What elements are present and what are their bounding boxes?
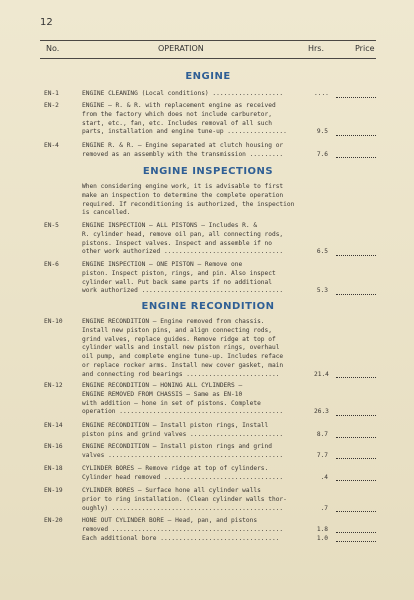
price-blank [336, 255, 376, 256]
operation-code: EN-6 [44, 261, 59, 268]
operation-description: ENGINE INSPECTION — ALL PISTONS — Includes R. & R. cylinder head, remove oil pan, all connecting rods, pistons. Inspect valves. Inspect and assemble if no other work authorized ................................ [82, 222, 284, 256]
operation-hours: 7.6 [316, 150, 328, 158]
operation-description: ENGINE RECONDITION — Install piston rings and grind valves ............................................... [82, 443, 284, 459]
operation-description: ENGINE RECONDITION — Engine removed from chassis. Install new piston pins, and align connecting rods, grind valves, replace guides. Remove ridge at top of cylinder walls and install new piston rings, overhaul oil pump, and complete engine tune-up. Includes reface or replace rocker arms. Install new cover gasket, main and connecting rod bearings ......................... [82, 318, 284, 378]
inspection-note [82, 183, 320, 218]
section-title-engine: ENGINE [185, 71, 231, 82]
operation-description: ENGINE RECONDITION — Install piston rings, Install piston pins and grind valves ......................... [82, 422, 284, 438]
header-top-rule [40, 40, 376, 41]
operation-code: EN-14 [44, 422, 63, 429]
section-title-engine-inspections: ENGINE INSPECTIONS [142, 166, 274, 177]
price-blank [336, 157, 376, 158]
operation-code: EN-19 [44, 487, 63, 494]
price-blank [336, 532, 376, 533]
operation-code: EN-12 [44, 382, 63, 389]
operation-description: HONE OUT CYLINDER BORE — Head, pan, and pistons removed .............................................. Each additional bore ................................ [82, 517, 284, 542]
operation-description: ENGINE — R. & R. with replacement engine as received from the factory which does not include carburetor, start, etc., fan, etc. Includes removal of all such parts, installation and engine tune-up ................ [82, 102, 287, 136]
note-line: make an inspection to determine the complete operation [82, 191, 284, 199]
price-blank [336, 541, 376, 542]
operation-hours: 7.7 [316, 451, 328, 459]
note-line: required. If reconditioning is authorized, the inspection [82, 200, 295, 208]
price-blank [336, 458, 376, 459]
operation-hours: 1.8 [316, 525, 328, 533]
price-blank [336, 135, 376, 136]
operation-hours: .7 [320, 504, 328, 512]
price-blank [336, 511, 376, 512]
operation-description: CYLINDER BORES — Surface hone all cylinder walls prior to ring installation. (Clean cylinder walls thor- oughly) .............................................. [82, 487, 287, 512]
operation-code: EN-4 [44, 142, 59, 149]
page-number: 12 [40, 17, 53, 28]
operation-code: EN-1 [44, 90, 59, 97]
section-title-engine-recondition: ENGINE RECONDITION [141, 301, 275, 312]
header-no: No. [46, 44, 60, 53]
header-operation: OPERATION [158, 44, 204, 53]
operation-code: EN-2 [44, 102, 59, 109]
operation-hours: 8.7 [316, 430, 328, 438]
operation-description: ENGINE CLEANING (Local conditions) ................... [82, 90, 284, 97]
header-price: Price [355, 44, 375, 53]
operation-code: EN-10 [44, 318, 63, 325]
operation-hours: .4 [320, 473, 328, 481]
price-blank [336, 97, 376, 98]
price-blank [336, 437, 376, 438]
table-header [40, 44, 376, 56]
operation-hours: 21.4 [314, 370, 329, 378]
operation-code: EN-18 [44, 465, 63, 472]
header-bottom-rule [40, 58, 376, 59]
price-blank [336, 377, 376, 378]
operation-description: ENGINE R. & R. — Engine separated at clutch housing or removed as an assembly with the transmission ......... [82, 142, 284, 158]
operation-hours-additional: 1.0 [316, 534, 328, 542]
operation-hours: 9.5 [316, 128, 328, 136]
operation-code: EN-20 [44, 517, 63, 524]
header-hrs: Hrs. [308, 44, 325, 53]
operation-hours: 5.3 [316, 287, 328, 295]
operation-code: EN-5 [44, 222, 59, 229]
operation-hours: 26.3 [314, 408, 329, 416]
operation-description: CYLINDER BORES — Remove ridge at top of cylinders. Cylinder head removed ................................ [82, 465, 284, 481]
price-blank [336, 480, 376, 481]
note-line: is cancelled. [82, 209, 131, 217]
operation-hours: .... [314, 90, 329, 97]
operation-code: EN-16 [44, 443, 63, 450]
price-blank [336, 294, 376, 295]
price-blank [336, 415, 376, 416]
operation-hours: 6.5 [316, 248, 328, 256]
note-line: When considering engine work, it is advisable to first [82, 183, 284, 190]
operation-description: ENGINE INSPECTION — ONE PISTON — Remove one piston. Inspect piston, rings, and pin. Also inspect cylinder wall. Put back same parts if no additional work authorized ...................................... [82, 261, 284, 295]
operation-description: ENGINE RECONDITION — HONING ALL CYLINDERS — ENGINE REMOVED FROM CHASSIS — Same as EN-10 with addition — hone in set of pistons. Complete operation ............................................ [82, 382, 284, 416]
